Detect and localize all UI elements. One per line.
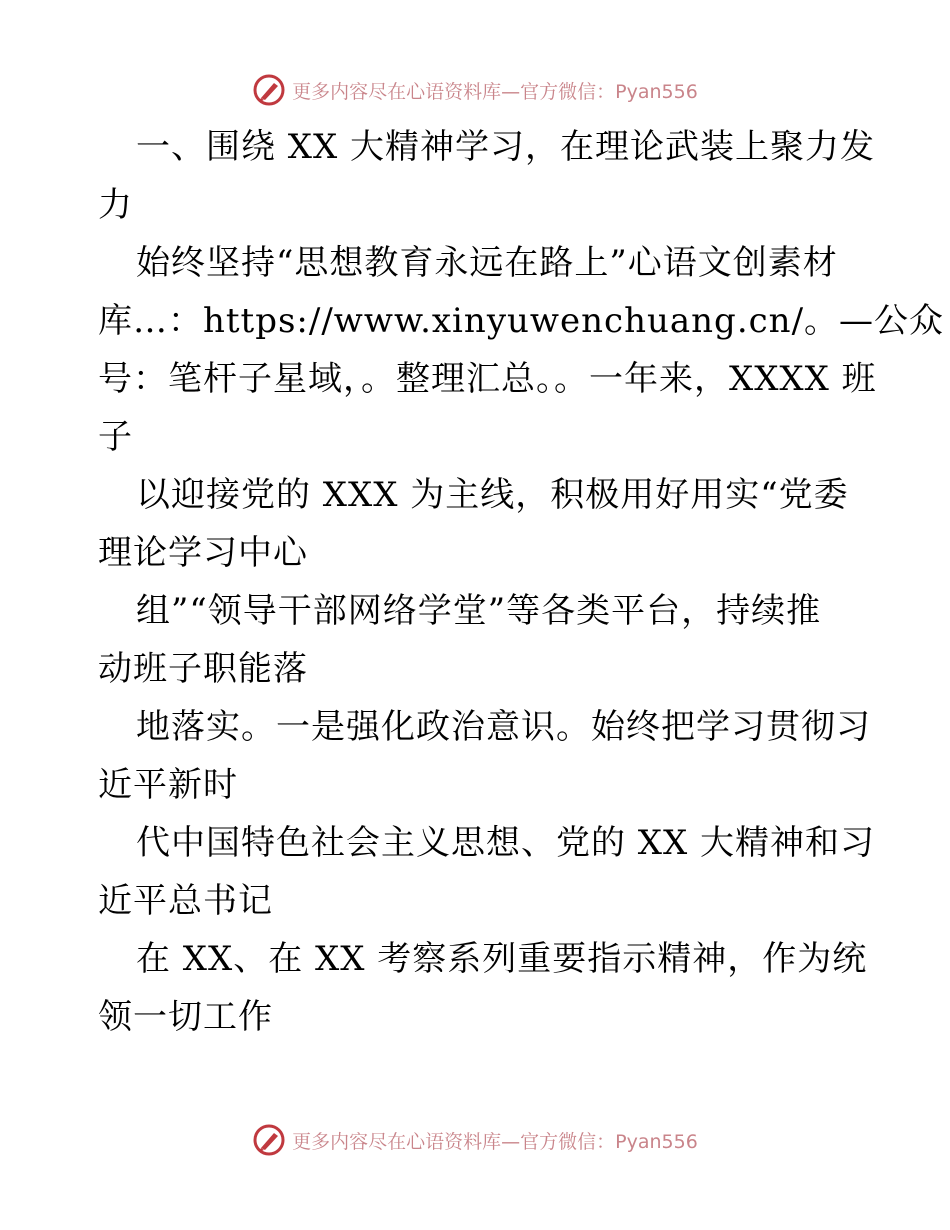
paragraph-line: 库…：https://www.xinyuwenchuang.cn/。—公众 [98,301,945,341]
paragraph-line: 领一切工作 [98,997,273,1037]
paragraph-line: 在 XX、在 XX 考察系列重要指示精神，作为统 [136,939,868,979]
pen-logo-icon [252,1123,286,1157]
paragraph-line: 以迎接党的 XXX 为主线，积极用好用实“党委 [136,475,849,515]
footer-banner [0,1120,950,1160]
header-banner [0,70,950,110]
paragraph-line: 力 [98,185,133,225]
paragraph-line: 组”“领导干部网络学堂”等各类平台，持续推 [136,591,822,631]
paragraph-line: 一、围绕 XX 大精神学习，在理论武装上聚力发 [136,127,876,167]
paragraph-line: 号：笔杆子星域，。整理汇总。。一年来，XXXX 班 [98,359,877,399]
document-body [98,118,945,1046]
header-banner-text: 更多内容尽在心语资料库—官方微信：Pyan556 [292,80,698,103]
pen-logo-icon [252,73,286,107]
paragraph-line: 地落实。一是强化政治意识。始终把学习贯彻习 [136,707,871,747]
paragraph-line: 子 [98,417,133,457]
footer-banner-text: 更多内容尽在心语资料库—官方微信：Pyan556 [292,1130,698,1153]
paragraph-line: 近平新时 [98,765,238,805]
paragraph-line: 动班子职能落 [98,649,308,689]
paragraph-line: 始终坚持“思想教育永远在路上”心语文创素材 [136,243,838,283]
paragraph-line: 代中国特色社会主义思想、党的 XX 大精神和习 [136,823,876,863]
paragraph-line: 近平总书记 [98,881,273,921]
paragraph-line: 理论学习中心 [98,533,308,573]
